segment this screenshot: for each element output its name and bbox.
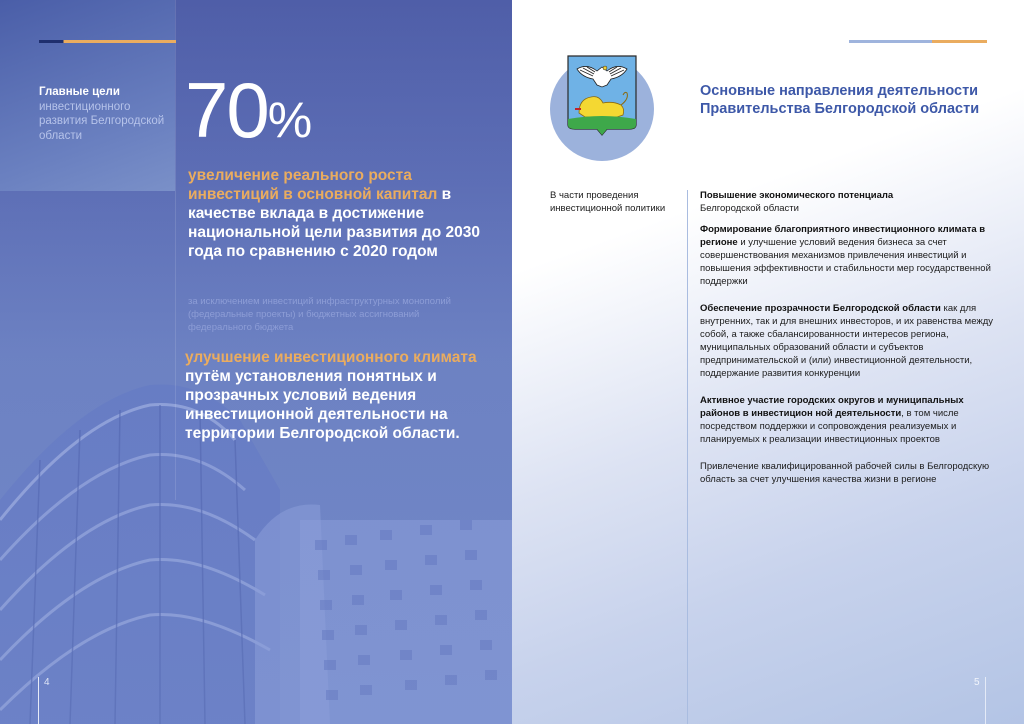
list-item xyxy=(700,302,1000,380)
goal-title xyxy=(39,85,169,143)
page-number-rule xyxy=(985,677,986,724)
right-page xyxy=(512,0,1024,724)
headline xyxy=(188,166,488,261)
item-text: Белгородской области xyxy=(700,203,799,214)
big-number-unit: % xyxy=(267,92,313,148)
item-text: Привлечение квалифицированной рабочей силы в Белгородскую область за счет улучшения качества жизни в регионе xyxy=(700,461,990,485)
left-divider xyxy=(175,0,176,500)
big-number xyxy=(185,66,313,160)
page-number: 5 xyxy=(974,677,980,688)
page-title: Основные направления деятельности Правительства Белгородской области xyxy=(700,83,980,117)
list-item xyxy=(700,460,1000,486)
footnote: за исключением инвестиций инфраструктурных монополий (федеральные проекты) и бюджетных ассигнований федерального бюджета xyxy=(188,296,451,333)
accent-bar xyxy=(39,40,176,43)
directions-list xyxy=(700,189,1000,494)
headline-climate-highlight: улучшение инвестиционного климата xyxy=(185,349,477,366)
headline-climate xyxy=(185,348,495,443)
goal-title-rest: инвестиционного развития Белгородской области xyxy=(39,100,165,142)
headline-climate-rest: путём установления понятных и прозрачных условий ведения инвестиционной деятельности на территории Белгородской области. xyxy=(185,368,460,442)
accent-bar xyxy=(849,40,987,43)
item-bold: Обеспечение прозрачности Белгородской области xyxy=(700,303,941,314)
item-text: и улучшение условий ведения бизнеса за счет совершенствования механизмов привлечения инвестиций и повышения эффективности и стабильности мер государственной поддержки xyxy=(700,237,991,287)
list-item xyxy=(700,189,1000,215)
big-number-value: 70 xyxy=(185,66,268,154)
item-bold: Формирование благоприятного инвестиционного климата в регионе xyxy=(700,224,986,248)
item-text: , в том числе посредством поддержки и сопровождения реализуемых и планируемых к реализации инвестиционных проектов xyxy=(700,408,959,445)
side-label: В части проведения инвестиционной политики xyxy=(550,190,666,214)
page-number-rule xyxy=(38,677,39,724)
page-number: 4 xyxy=(44,677,50,688)
item-text: как для внутренних, так и для внешних инвесторов, и их равенства между собой, а также сбалансированности интересов региона, муниципальных образований области и субъектов предпринимательской и (или) инвестиционной деятельности, поддержание развития конкуренции xyxy=(700,303,994,379)
item-bold: Повышение экономического потенциала xyxy=(700,190,894,201)
item-bold: Активное участие городских округов и муниципальных районов в инвестицион ной деятельности xyxy=(700,395,964,419)
headline-highlight: увеличение реального роста инвестиций в основной капитал xyxy=(188,167,438,203)
list-item xyxy=(700,394,1000,446)
goal-title-bold: Главные цели xyxy=(39,86,120,98)
headline-rest: в качестве вклада в достижение национальной цели развития до 2030 года по сравнению с 2020 годом xyxy=(188,186,480,260)
list-item xyxy=(700,223,1000,288)
belgorod-coat-of-arms-icon xyxy=(567,55,637,137)
vertical-divider xyxy=(687,190,688,724)
